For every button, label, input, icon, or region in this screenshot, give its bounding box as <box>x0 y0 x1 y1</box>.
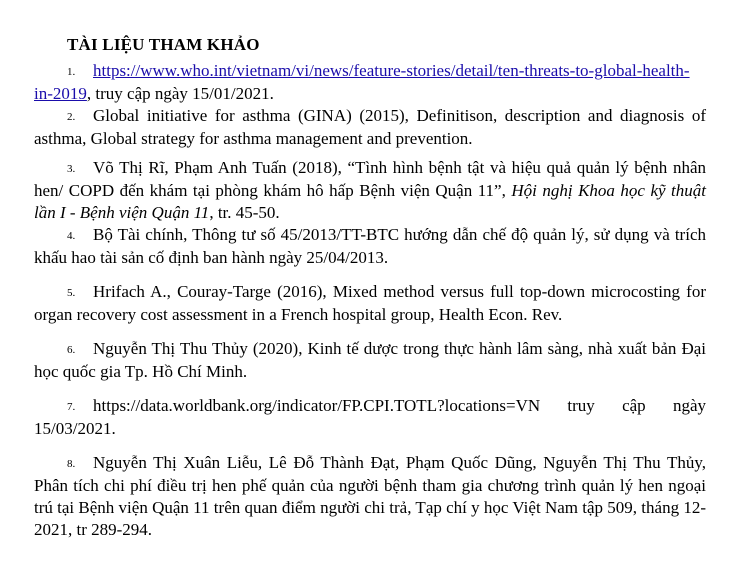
reference-text: , truy cập ngày 15/01/2021. <box>86 84 274 103</box>
reference-text: https://data.worldbank.org/indicator/FP.CPI.TOTL?locations=VN truy cập ngày 15/03/2021. <box>34 396 706 438</box>
reference-number: 5. <box>67 287 76 299</box>
reference-pages: , tr. 45-50. <box>209 203 280 222</box>
reference-item-4 <box>34 224 706 269</box>
reference-number: 6. <box>67 344 76 356</box>
reference-item-3 <box>34 157 706 224</box>
reference-link-who[interactable]: https://www.who.int/vietnam/vi/news/feature-stories/detail/ten-threats-to-global-health-in-2019 <box>34 61 690 103</box>
references-heading: TÀI LIỆU THAM KHẢO <box>67 35 260 54</box>
reference-italic-source: Hội nghị Khoa học kỹ thuật lần I - Bệnh viện Quận 11 <box>34 181 706 222</box>
reference-number: 8. <box>67 458 76 470</box>
reference-item-8 <box>34 452 706 541</box>
reference-number: 2. <box>67 111 76 123</box>
references-page <box>34 34 706 541</box>
reference-item-7 <box>34 395 706 440</box>
reference-text: Nguyễn Thị Xuân Liễu, Lê Đỗ Thành Đạt, Phạm Quốc Dũng, Nguyễn Thị Thu Thủy, Phân tích chi phí điều trị hen phế quản của người bệnh tham gia chương trình quản lý hen ngoại trú tại Bệnh viện Quận 11 trên quan điểm người chi trả, Tạp chí y học Việt Nam tập 509, tháng 12-2021, tr 289-294. <box>34 453 706 539</box>
reference-text: Bộ Tài chính, Thông tư số 45/2013/TT-BTC hướng dẫn chế độ quản lý, sử dụng và trích khấu hao tài sản cố định ban hành ngày 25/04/2013. <box>34 225 706 267</box>
reference-number: 1. <box>67 66 76 78</box>
reference-number: 7. <box>67 401 76 413</box>
reference-number: 3. <box>67 163 76 175</box>
reference-text: Global initiative for asthma (GINA) (2015), Definitison, description and diagnosis of asthma, Global strategy for asthma management and prevention. <box>34 106 706 148</box>
reference-text: Nguyễn Thị Thu Thủy (2020), Kinh tế dược trong thực hành lâm sàng, nhà xuất bản Đại học quốc gia Tp. Hồ Chí Minh. <box>34 339 706 381</box>
reference-text: Hrifach A., Couray-Targe (2016), Mixed method versus full top-down microcosting for organ recovery cost assessment in a French hospital group, Health Econ. Rev. <box>34 282 706 324</box>
reference-item-6 <box>34 338 706 383</box>
reference-text: Võ Thị Rĩ, Phạm Anh Tuấn (2018), “Tình hình bệnh tật và hiệu quả quản lý bệnh nhân hen/ COPD đến khám tại phòng khám hô hấp Bệnh viện Quận 11”, <box>34 158 706 200</box>
reference-number: 4. <box>67 230 76 242</box>
reference-item-1 <box>34 60 706 105</box>
reference-item-5 <box>34 281 706 326</box>
reference-item-2 <box>34 105 706 150</box>
